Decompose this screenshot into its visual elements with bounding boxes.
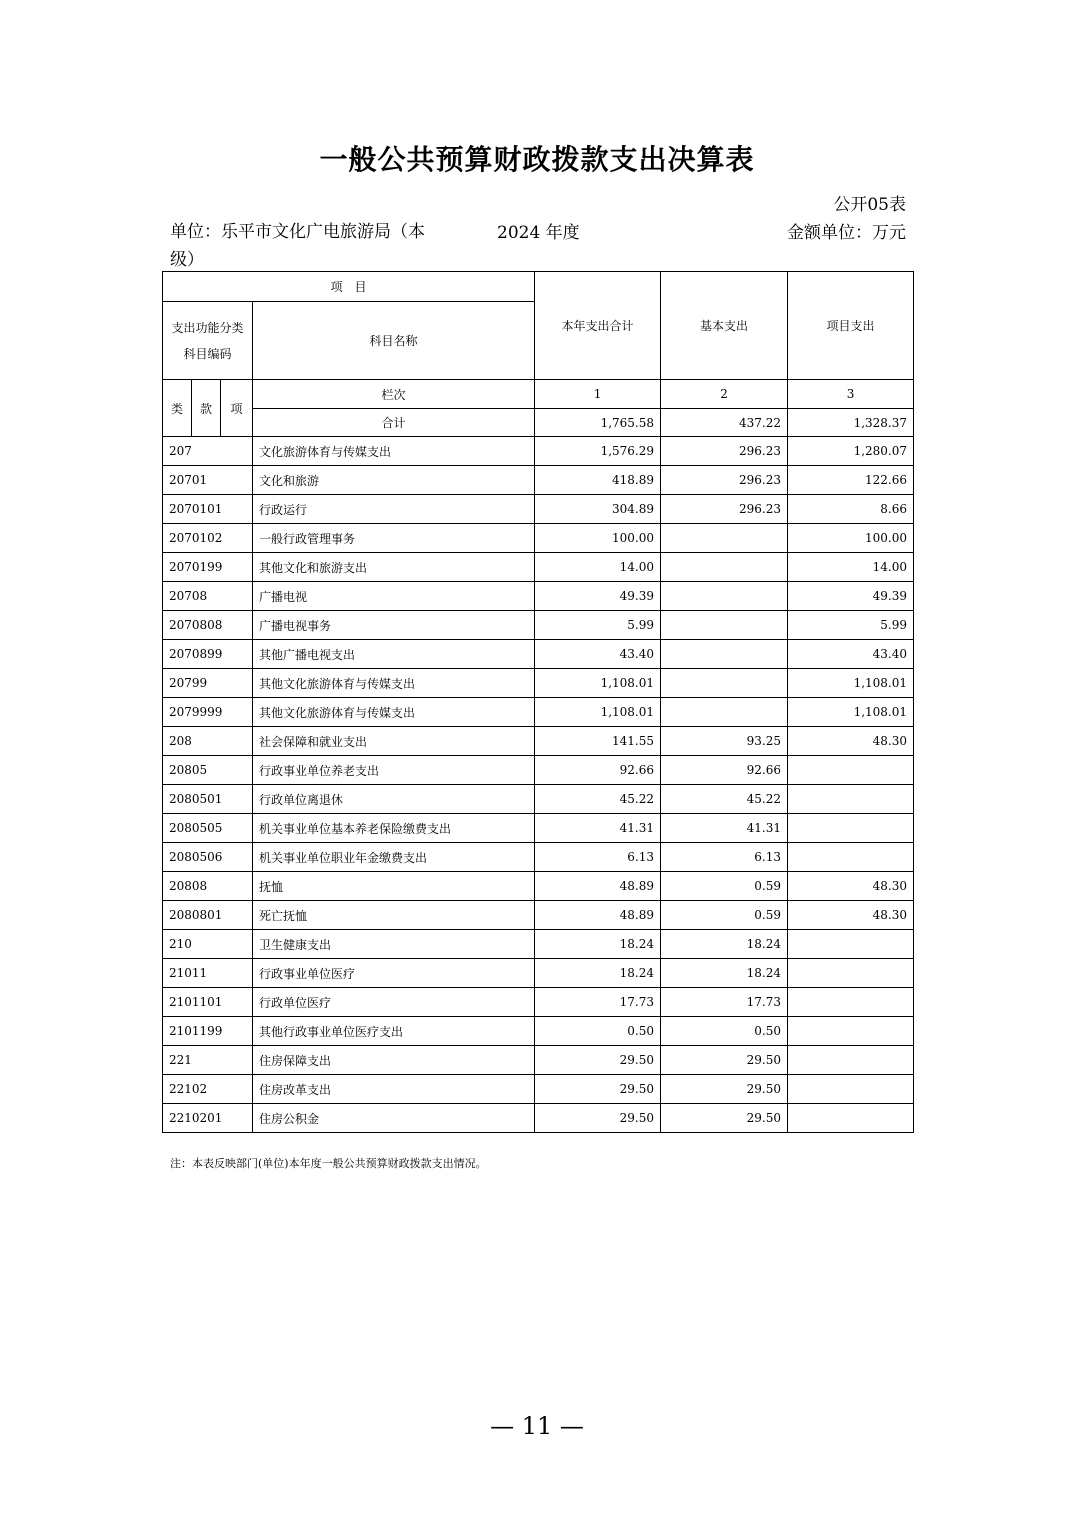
row-code: 20808: [163, 872, 253, 901]
row-name: 一般行政管理事务: [253, 524, 535, 553]
table-row: [163, 466, 914, 495]
row-total: 29.50: [535, 1046, 661, 1075]
table-row: [163, 814, 914, 843]
row-name: 其他广播电视支出: [253, 640, 535, 669]
header-col2: 2: [661, 380, 788, 409]
row-total: 1,576.29: [535, 437, 661, 466]
page-number: — 11 —: [490, 1412, 584, 1440]
row-total: 100.00: [535, 524, 661, 553]
row-basic: 29.50: [661, 1046, 788, 1075]
row-code: 2080801: [163, 901, 253, 930]
row-code: 20805: [163, 756, 253, 785]
row-project: 49.39: [788, 582, 914, 611]
row-basic: 296.23: [661, 437, 788, 466]
row-code: 20708: [163, 582, 253, 611]
row-basic: 18.24: [661, 959, 788, 988]
row-basic: 92.66: [661, 756, 788, 785]
document-title: 一般公共预算财政拨款支出决算表: [319, 143, 755, 176]
table-row: [163, 640, 914, 669]
row-basic: 0.50: [661, 1017, 788, 1046]
row-basic: 296.23: [661, 466, 788, 495]
row-project: [788, 1075, 914, 1104]
sum-label: 合计: [253, 409, 535, 437]
row-total: 5.99: [535, 611, 661, 640]
row-name: 文化和旅游: [253, 466, 535, 495]
row-project: 48.30: [788, 727, 914, 756]
row-name: 社会保障和就业支出: [253, 727, 535, 756]
row-code: 2070899: [163, 640, 253, 669]
row-basic: 93.25: [661, 727, 788, 756]
row-name: 其他行政事业单位医疗支出: [253, 1017, 535, 1046]
row-total: 18.24: [535, 930, 661, 959]
table-row: [163, 611, 914, 640]
row-project: 8.66: [788, 495, 914, 524]
row-code: 221: [163, 1046, 253, 1075]
row-project: [788, 1046, 914, 1075]
row-name: 其他文化和旅游支出: [253, 553, 535, 582]
row-basic: [661, 669, 788, 698]
row-code: 2210201: [163, 1104, 253, 1133]
row-project: 1,108.01: [788, 698, 914, 727]
row-total: 41.31: [535, 814, 661, 843]
header-func-class: [163, 302, 253, 380]
row-name: 其他文化旅游体育与传媒支出: [253, 669, 535, 698]
row-name: 住房保障支出: [253, 1046, 535, 1075]
header-subject-name: 科目名称: [253, 302, 535, 380]
row-code: 2070101: [163, 495, 253, 524]
row-total: 29.50: [535, 1104, 661, 1133]
header-func-class-line2: 科目编码: [183, 346, 232, 361]
row-project: 122.66: [788, 466, 914, 495]
row-total: 141.55: [535, 727, 661, 756]
row-project: 5.99: [788, 611, 914, 640]
table-row: [163, 669, 914, 698]
row-project: [788, 756, 914, 785]
row-code: 2101199: [163, 1017, 253, 1046]
sum-total: 1,765.58: [535, 409, 661, 437]
row-total: 48.89: [535, 901, 661, 930]
row-name: 行政事业单位医疗: [253, 959, 535, 988]
header-col1: 1: [535, 380, 661, 409]
table-row: [163, 843, 914, 872]
unit-label: 单位：乐平市文化广电旅游局（本级）: [170, 222, 425, 270]
row-name: 机关事业单位基本养老保险缴费支出: [253, 814, 535, 843]
row-name: 卫生健康支出: [253, 930, 535, 959]
header-lei: 类: [163, 380, 192, 437]
header-project: 项 目: [163, 272, 535, 302]
table-row: [163, 727, 914, 756]
table-row: [163, 756, 914, 785]
row-name: 住房公积金: [253, 1104, 535, 1133]
row-basic: 0.59: [661, 872, 788, 901]
row-code: 2080501: [163, 785, 253, 814]
row-total: 0.50: [535, 1017, 661, 1046]
row-name: 机关事业单位职业年金缴费支出: [253, 843, 535, 872]
row-project: [788, 814, 914, 843]
row-total: 1,108.01: [535, 669, 661, 698]
row-basic: [661, 611, 788, 640]
row-project: [788, 1017, 914, 1046]
row-code: 2079999: [163, 698, 253, 727]
row-code: 20799: [163, 669, 253, 698]
row-name: 其他文化旅游体育与传媒支出: [253, 698, 535, 727]
row-project: [788, 843, 914, 872]
row-total: 45.22: [535, 785, 661, 814]
row-total: 92.66: [535, 756, 661, 785]
row-name: 文化旅游体育与传媒支出: [253, 437, 535, 466]
sum-row: [163, 409, 914, 437]
row-project: [788, 930, 914, 959]
row-basic: [661, 553, 788, 582]
header-total: 本年支出合计: [535, 272, 661, 380]
row-name: 抚恤: [253, 872, 535, 901]
row-code: 2080505: [163, 814, 253, 843]
row-project: [788, 959, 914, 988]
row-project: [788, 1104, 914, 1133]
row-basic: 296.23: [661, 495, 788, 524]
budget-table: [162, 271, 914, 1133]
table-row: [163, 785, 914, 814]
header-basic: 基本支出: [661, 272, 788, 380]
table-row: [163, 582, 914, 611]
header-project-expense: 项目支出: [788, 272, 914, 380]
row-project: 48.30: [788, 872, 914, 901]
row-name: 死亡抚恤: [253, 901, 535, 930]
row-total: 29.50: [535, 1075, 661, 1104]
row-code: 2080506: [163, 843, 253, 872]
table-row: [163, 495, 914, 524]
header-row-1: [163, 272, 914, 302]
table-row: [163, 872, 914, 901]
row-basic: 29.50: [661, 1075, 788, 1104]
row-basic: 17.73: [661, 988, 788, 1017]
amount-unit-label: 金额单位：万元: [787, 223, 906, 243]
row-code: 2070102: [163, 524, 253, 553]
table-code: 公开05表: [833, 195, 906, 215]
table-row: [163, 988, 914, 1017]
header-row-3: [163, 380, 914, 409]
table-row: [163, 524, 914, 553]
row-code: 2101101: [163, 988, 253, 1017]
header-col3: 3: [788, 380, 914, 409]
header-kuan: 款: [192, 380, 221, 437]
row-project: 48.30: [788, 901, 914, 930]
row-code: 21011: [163, 959, 253, 988]
year-label: 2024 年度: [497, 223, 580, 243]
row-project: [788, 785, 914, 814]
table-row: [163, 901, 914, 930]
row-code: 22102: [163, 1075, 253, 1104]
table-note: 注：本表反映部门(单位)本年度一般公共预算财政拨款支出情况。: [170, 1157, 487, 1170]
row-name: 广播电视: [253, 582, 535, 611]
header-func-class-line1: 支出功能分类: [171, 320, 244, 335]
row-basic: [661, 698, 788, 727]
row-basic: 41.31: [661, 814, 788, 843]
row-total: 18.24: [535, 959, 661, 988]
row-name: 行政单位医疗: [253, 988, 535, 1017]
row-project: 43.40: [788, 640, 914, 669]
row-code: 20701: [163, 466, 253, 495]
row-total: 304.89: [535, 495, 661, 524]
row-project: [788, 988, 914, 1017]
header-xiang: 项: [221, 380, 253, 437]
table-row: [163, 1046, 914, 1075]
row-name: 行政事业单位养老支出: [253, 756, 535, 785]
table-row: [163, 1017, 914, 1046]
row-code: 2070808: [163, 611, 253, 640]
row-code: 2070199: [163, 553, 253, 582]
header-column-label: 栏次: [253, 380, 535, 409]
row-name: 行政单位离退休: [253, 785, 535, 814]
row-total: 48.89: [535, 872, 661, 901]
row-name: 行政运行: [253, 495, 535, 524]
row-code: 210: [163, 930, 253, 959]
row-code: 207: [163, 437, 253, 466]
row-total: 49.39: [535, 582, 661, 611]
row-total: 43.40: [535, 640, 661, 669]
row-name: 住房改革支出: [253, 1075, 535, 1104]
row-total: 1,108.01: [535, 698, 661, 727]
row-code: 208: [163, 727, 253, 756]
row-total: 418.89: [535, 466, 661, 495]
row-basic: 29.50: [661, 1104, 788, 1133]
table-row: [163, 930, 914, 959]
row-total: 17.73: [535, 988, 661, 1017]
sum-project: 1,328.37: [788, 409, 914, 437]
row-basic: 6.13: [661, 843, 788, 872]
table-row: [163, 1104, 914, 1133]
table-row: [163, 553, 914, 582]
row-project: 1,280.07: [788, 437, 914, 466]
table-row: [163, 437, 914, 466]
row-basic: [661, 582, 788, 611]
row-basic: 18.24: [661, 930, 788, 959]
row-basic: [661, 640, 788, 669]
table-row: [163, 959, 914, 988]
row-basic: [661, 524, 788, 553]
row-name: 广播电视事务: [253, 611, 535, 640]
row-project: 14.00: [788, 553, 914, 582]
row-project: 100.00: [788, 524, 914, 553]
row-basic: 45.22: [661, 785, 788, 814]
row-total: 14.00: [535, 553, 661, 582]
row-total: 6.13: [535, 843, 661, 872]
table-row: [163, 698, 914, 727]
row-basic: 0.59: [661, 901, 788, 930]
row-project: 1,108.01: [788, 669, 914, 698]
sum-basic: 437.22: [661, 409, 788, 437]
table-row: [163, 1075, 914, 1104]
